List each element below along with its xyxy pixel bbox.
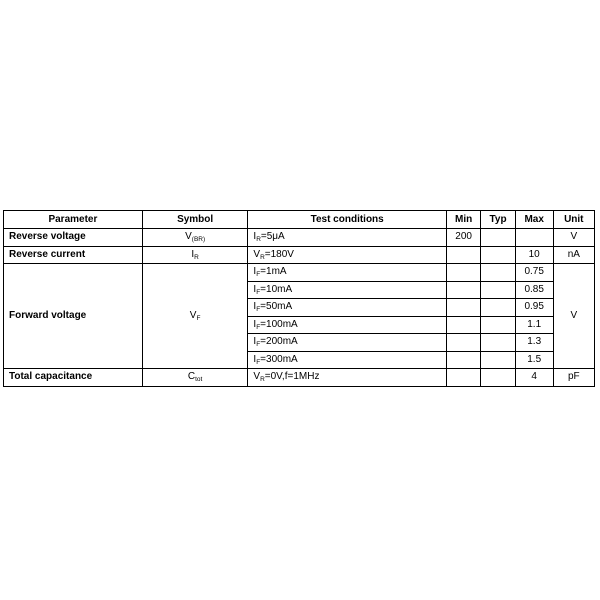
symbol-subscript: (BR) <box>191 236 206 244</box>
cond-value: =10mA <box>260 283 293 295</box>
cond-value: =0V,f=1MHz <box>264 371 320 383</box>
cond-subscript: F <box>256 288 261 296</box>
cond-main: V <box>253 371 261 383</box>
unit-cell: pF <box>553 369 594 387</box>
header-min: Min <box>446 211 480 229</box>
unit-cell: nA <box>553 246 594 264</box>
cond-main: I <box>253 266 257 278</box>
unit-cell: V <box>553 264 594 369</box>
max-cell <box>515 229 553 247</box>
header-test-conditions: Test conditions <box>248 211 447 229</box>
cond-value: =1mA <box>260 266 287 278</box>
max-cell: 0.75 <box>515 264 553 282</box>
max-cell: 1.1 <box>515 316 553 334</box>
symbol-main: C <box>187 371 196 383</box>
header-row <box>4 211 595 229</box>
min-cell <box>446 369 480 387</box>
symbol-subscript: F <box>196 315 201 322</box>
test-condition-cell <box>248 281 447 299</box>
header-max: Max <box>515 211 553 229</box>
symbol-subscript: R <box>194 253 199 261</box>
symbol-main: I <box>191 248 195 260</box>
header-parameter: Parameter <box>4 211 143 229</box>
cond-subscript: R <box>260 253 265 261</box>
cond-value: =300mA <box>260 353 298 365</box>
test-condition-cell <box>248 316 447 334</box>
max-cell: 0.95 <box>515 299 553 317</box>
max-cell: 1.5 <box>515 351 553 369</box>
table-row-reverse-current <box>4 246 595 264</box>
typ-cell <box>481 351 515 369</box>
typ-cell <box>481 334 515 352</box>
symbol-cell <box>142 246 248 264</box>
max-cell: 0.85 <box>515 281 553 299</box>
parameter-cell: Forward voltage <box>4 264 143 369</box>
test-condition-cell <box>248 334 447 352</box>
min-cell <box>446 281 480 299</box>
typ-cell <box>481 316 515 334</box>
min-cell <box>446 351 480 369</box>
cond-main: I <box>253 336 257 348</box>
header-unit: Unit <box>553 211 594 229</box>
cond-subscript: F <box>256 323 261 331</box>
test-condition-cell <box>248 299 447 317</box>
symbol-subscript: tot <box>195 376 203 384</box>
cond-subscript: R <box>260 376 265 384</box>
max-cell: 10 <box>515 246 553 264</box>
header-typ: Typ <box>481 211 515 229</box>
test-condition-cell <box>248 264 447 282</box>
min-cell <box>446 264 480 282</box>
symbol-cell <box>142 369 248 387</box>
symbol-cell <box>142 264 248 369</box>
cond-value: =5μA <box>260 231 285 243</box>
typ-cell <box>481 264 515 282</box>
max-cell: 1.3 <box>515 334 553 352</box>
min-cell: 200 <box>446 229 480 247</box>
cond-subscript: F <box>256 271 261 279</box>
typ-cell <box>481 299 515 317</box>
cond-subscript: F <box>256 306 261 314</box>
cond-subscript: F <box>256 358 261 366</box>
electrical-characteristics-table <box>3 210 595 387</box>
symbol-main: V <box>185 231 192 243</box>
test-condition-cell <box>248 369 447 387</box>
test-condition-cell <box>248 229 447 247</box>
cond-value: =100mA <box>260 318 298 330</box>
header-symbol: Symbol <box>142 211 248 229</box>
typ-cell <box>481 246 515 264</box>
cond-main: I <box>253 318 257 330</box>
table-row-reverse-voltage <box>4 229 595 247</box>
typ-cell <box>481 369 515 387</box>
parameter-cell: Total capacitance <box>4 369 143 387</box>
max-cell: 4 <box>515 369 553 387</box>
cond-main: I <box>253 301 257 313</box>
min-cell <box>446 246 480 264</box>
cond-value: =200mA <box>260 336 298 348</box>
table-row-forward-voltage-1 <box>4 264 595 282</box>
typ-cell <box>481 281 515 299</box>
min-cell <box>446 299 480 317</box>
cond-value: =180V <box>264 248 294 260</box>
cond-main: V <box>253 248 261 260</box>
cond-subscript: F <box>256 341 261 349</box>
parameter-cell: Reverse current <box>4 246 143 264</box>
cond-subscript: R <box>256 236 261 244</box>
cond-main: I <box>253 353 257 365</box>
cond-main: I <box>253 231 257 243</box>
table-row-total-capacitance <box>4 369 595 387</box>
test-condition-cell <box>248 246 447 264</box>
cond-main: I <box>253 283 257 295</box>
min-cell <box>446 334 480 352</box>
symbol-main: V <box>189 310 197 321</box>
cond-value: =50mA <box>260 301 293 313</box>
test-condition-cell <box>248 351 447 369</box>
parameter-cell: Reverse voltage <box>4 229 143 247</box>
typ-cell <box>481 229 515 247</box>
min-cell <box>446 316 480 334</box>
symbol-cell <box>142 229 248 247</box>
unit-cell: V <box>553 229 594 247</box>
